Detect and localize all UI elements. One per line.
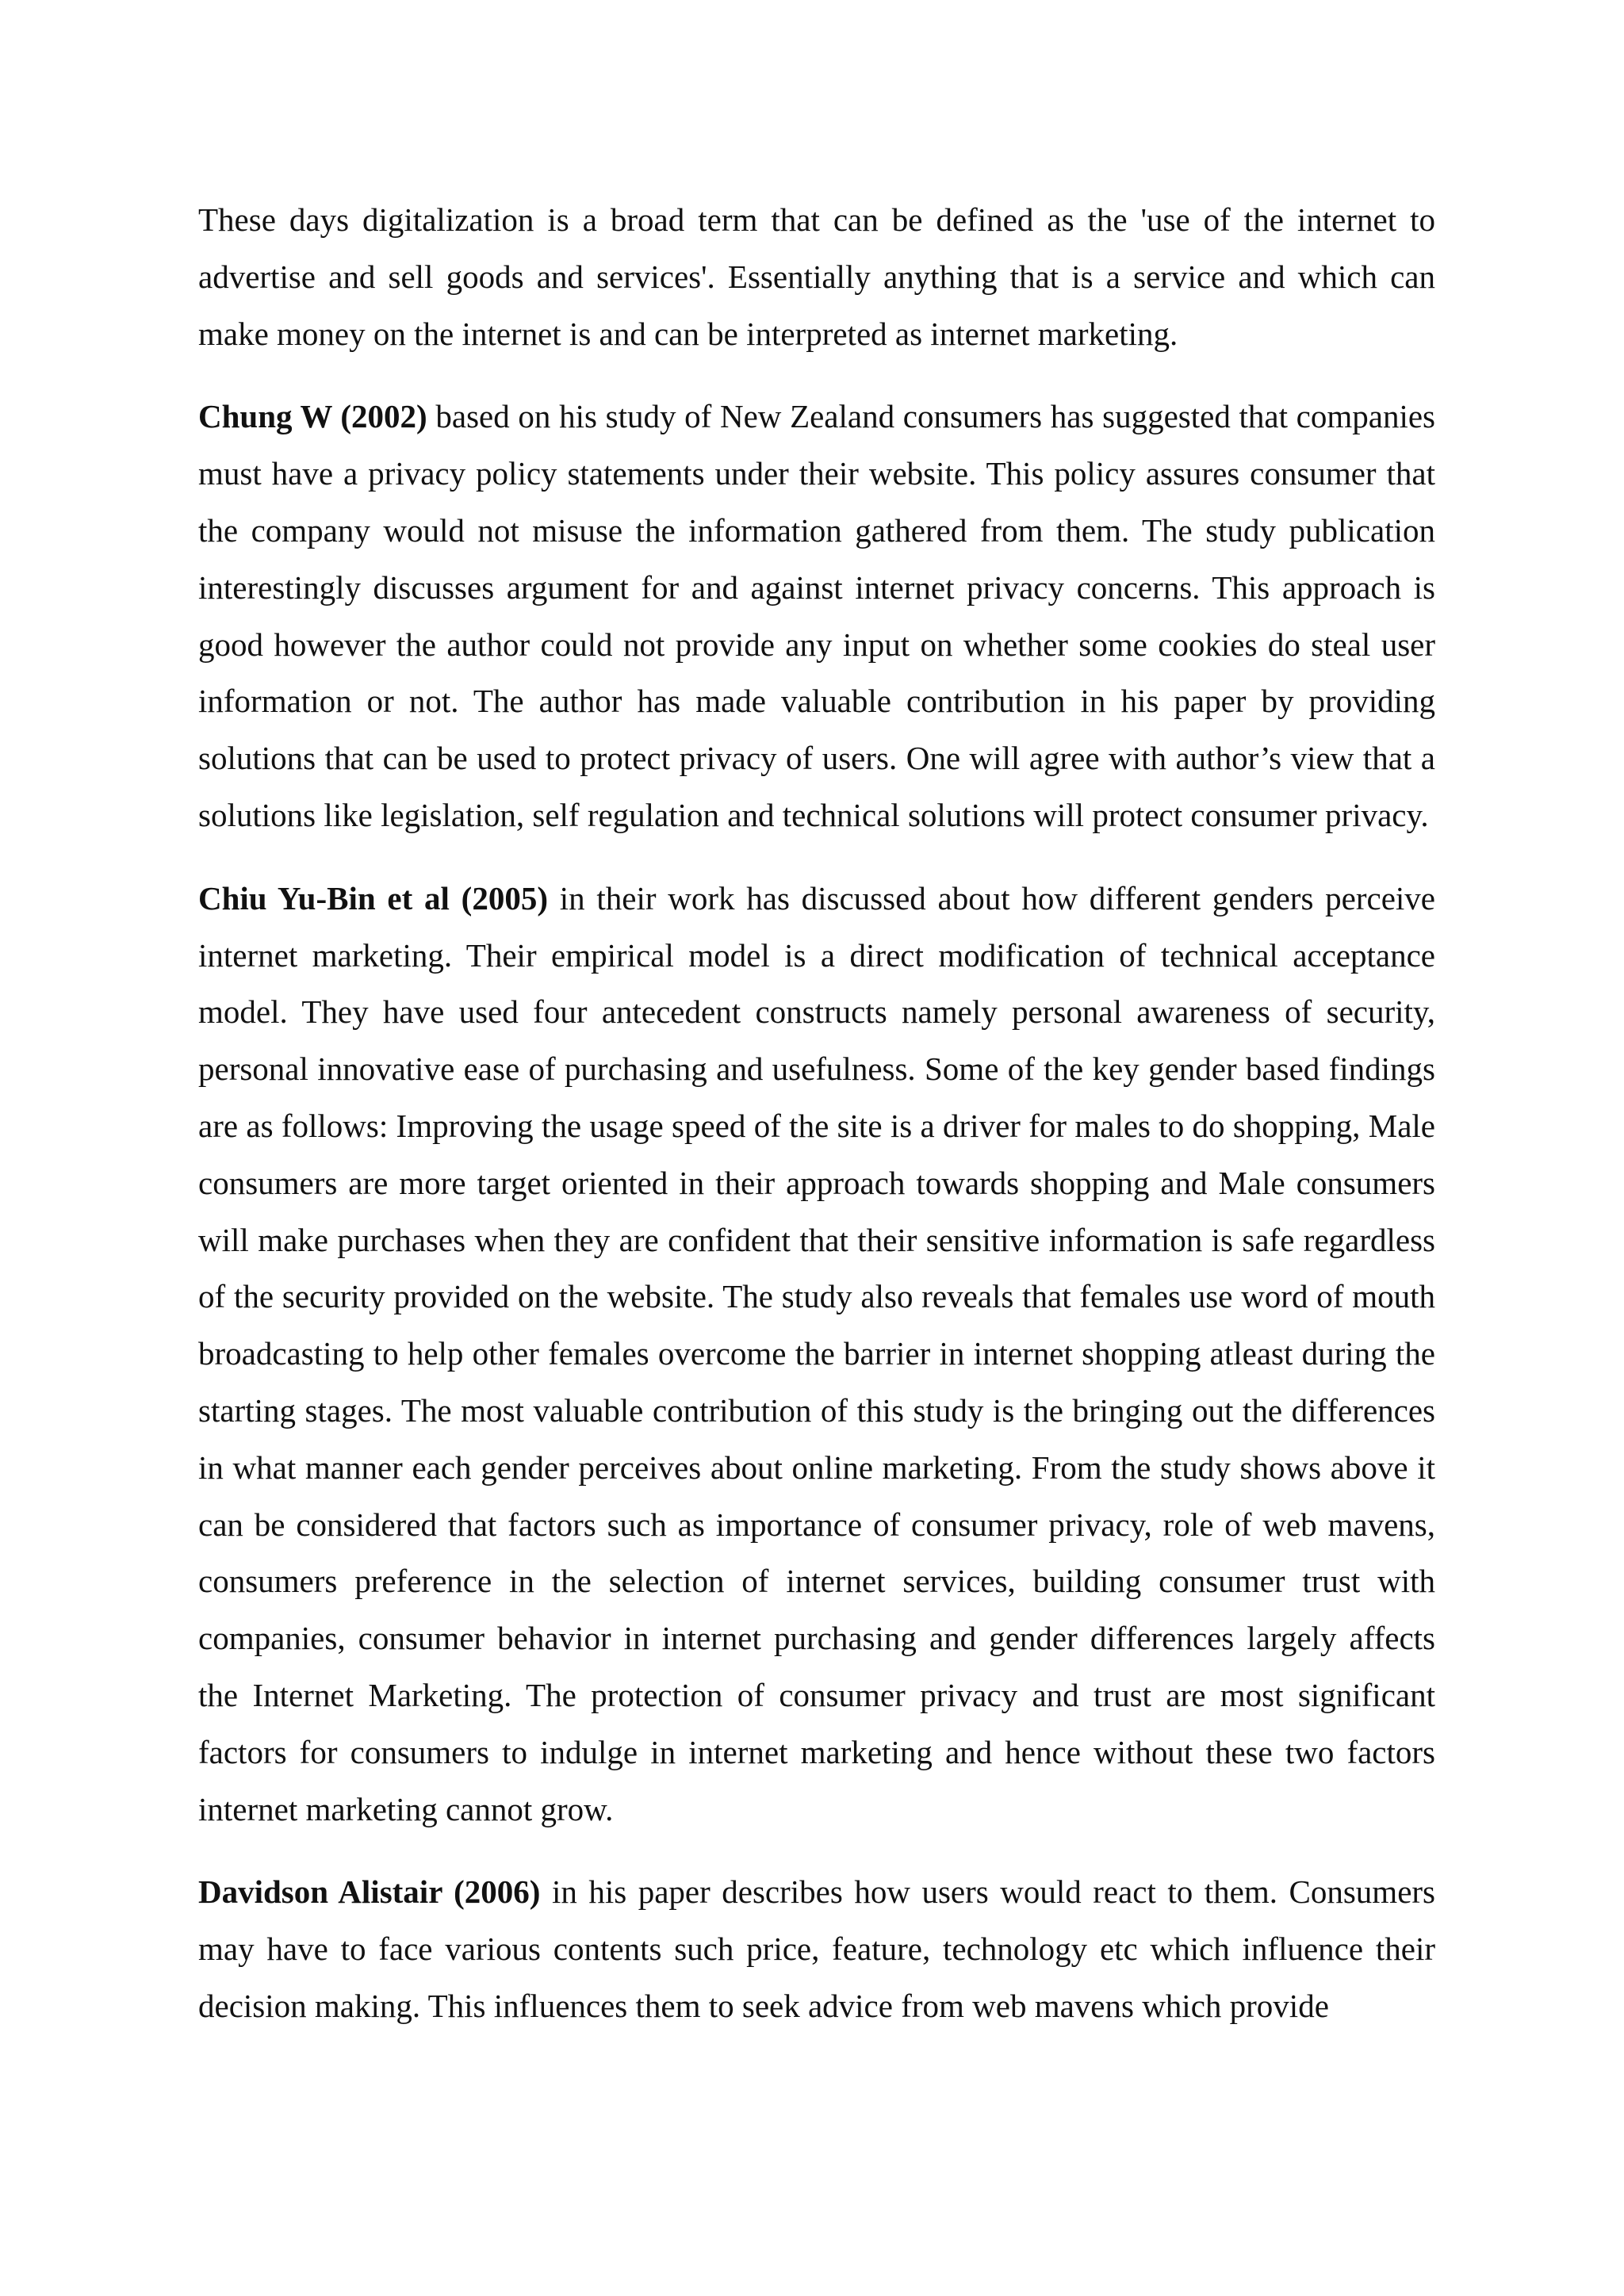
citation-chiu: Chiu Yu-Bin et al (2005) [198,879,548,916]
document-page [198,192,1435,2061]
citation-chung: Chung W (2002) [198,398,427,435]
citation-davidson: Davidson Alistair (2006) [198,1873,541,1911]
paragraph-text: in his paper describes how users would react to them. Consumers may have to face various contents such price, feature, technology etc which influence their decision making. This influences them to seek advice from web mavens which provide [198,1873,1436,2024]
paragraph-chung [198,388,1435,844]
paragraph-text: in their work has discussed about how different genders perceive internet marketing. Their empirical model is a direct modification of technical acceptance model. They have used four antecedent constructs namely personal awareness of security, personal innovative ease of purchasing and usefulness. Some of the key gender based findings are as follows: Improving the usage speed of the site is a driver for males to do shopping, Male consumers are more target oriented in their approach towards shopping and Male consumers will make purchases when they are confident that their sensitive information is safe regardless of the security provided on the website. The study also reveals that females use word of mouth broadcasting to help other females overcome the barrier in internet shopping atleast during the starting stages. The most valuable contribution of this study is the bringing out the differences in what manner each gender perceives about online marketing. From the study shows above it can be considered that factors such as importance of consumer privacy, role of web mavens, consumers preference in the selection of internet services, building consumer trust with companies, consumer behavior in internet purchasing and gender differences largely affects the Internet Marketing. The protection of consumer privacy and trust are most significant factors for consumers to indulge in internet marketing and hence without these two factors internet marketing cannot grow. [198,879,1435,1827]
paragraph-text: based on his study of New Zealand consumers has suggested that companies must have a privacy policy statements under their website. This policy assures consumer that the company would not misuse the information gathered from them. The study publication interestingly discusses argument for and against internet privacy concerns. This approach is good however the author could not provide any input on whether some cookies do steal user information or not. The author has made valuable contribution in his paper by providing solutions that can be used to protect privacy of users. One will agree with author’s view that a solutions like legislation, self regulation and technical solutions will protect consumer privacy. [198,398,1436,833]
paragraph-intro [198,192,1435,362]
paragraph-davidson [198,1864,1435,2034]
paragraph-text: These days digitalization is a broad term that can be defined as the 'use of the internet to advertise and sell goods and services'. Essentially anything that is a service and which can make money on the internet is and can be interpreted as internet marketing. [198,201,1435,352]
paragraph-chiu [198,871,1435,1839]
